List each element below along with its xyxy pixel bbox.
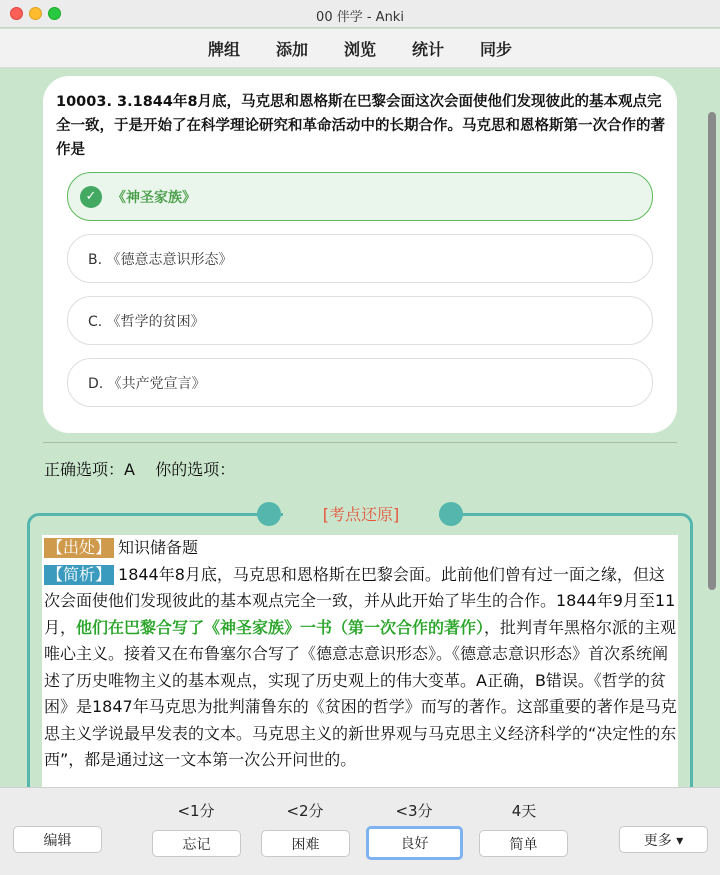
source-line — [44, 535, 678, 562]
source-text: 知识储备题 — [118, 538, 199, 557]
again-button[interactable]: 忘记 — [152, 830, 241, 857]
analysis-tag: 【简析】 — [44, 565, 114, 585]
option-a-label: 《神圣家族》 — [112, 189, 196, 206]
good-button[interactable]: 良好 — [366, 826, 463, 860]
menu-stats[interactable]: 统计 — [412, 39, 445, 59]
option-b-label: B. 《德意志意识形态》 — [88, 251, 233, 268]
question-text: 10003. 3.1844年8月底，马克思和恩格斯在巴黎会面这次会面使他们发现彼此的基本观点完全一致，于是开始了在科学理论研究和革命活动中的长期合作。马克思和恩格斯第一次合作的著作是 — [56, 94, 665, 158]
time-easy: 4天 — [511, 802, 537, 820]
menu-browse[interactable]: 浏览 — [343, 39, 376, 59]
analysis-part1: 1844年8月底，马克思和恩格斯在巴黎会面。此前他们曾有过一面之缘，但这次会面使他们发现彼此的基本观点完全一致，并从此开始了毕生的合作。1844年9月至11月， — [44, 564, 676, 637]
option-d-label: D. 《共产党宣言》 — [88, 375, 206, 392]
knowledge-content — [42, 535, 678, 787]
window-title: 00 伴学 - Anki — [316, 10, 404, 25]
top-menu — [0, 29, 720, 68]
question-card — [43, 76, 677, 433]
analysis-highlight: 他们在巴黎合写了《神圣家族》一书（第一次合作的著作） — [76, 617, 485, 637]
bottom-bar — [0, 787, 720, 875]
hard-button[interactable]: 困难 — [261, 830, 350, 857]
easy-button[interactable]: 简单 — [479, 830, 568, 857]
answer-summary: 正确选项：A 你的选项： — [44, 460, 236, 479]
menu-decks[interactable]: 牌组 — [207, 39, 240, 59]
option-d[interactable] — [67, 358, 653, 407]
option-a[interactable] — [67, 172, 653, 221]
more-button[interactable]: 更多 ▾ — [619, 826, 708, 853]
time-good: <3分 — [395, 802, 433, 820]
option-b[interactable] — [67, 234, 653, 283]
title-bar — [0, 0, 720, 28]
decor-dot-right — [439, 502, 463, 526]
knowledge-title: [考点还原] — [283, 502, 439, 528]
menu-sync[interactable]: 同步 — [480, 39, 513, 59]
decor-dot-left — [257, 502, 281, 526]
source-tag: 【出处】 — [44, 538, 114, 558]
time-hard: <2分 — [286, 802, 324, 820]
menu-add[interactable]: 添加 — [275, 39, 308, 59]
analysis-paragraph — [44, 562, 678, 774]
check-icon: ✓ — [80, 186, 102, 208]
time-again: <1分 — [177, 802, 215, 820]
analysis-part2: ，批判青年黑格尔派的主观唯心主义。接着又在布鲁塞尔合写了《德意志意识形态》。《德意志意识形态》首次系统阐述了历史唯物主义的基本观点，实现了历史观上的伟大变革。A正确，B错误。《哲学的贫困》是1847年马克思为批判蒲鲁东的《贫困的哲学》而写的著作。这部重要的著作是马克思主义学说最早发表的文本。马克思主义的新世界观与马克思主义经济科学的“决定性的东西”，都是通过这一文本第一次公开问世的。 — [44, 617, 677, 769]
option-c[interactable] — [67, 296, 653, 345]
vertical-scrollbar[interactable] — [708, 112, 716, 590]
divider — [43, 442, 677, 443]
option-c-label: C. 《哲学的贫困》 — [88, 313, 205, 330]
edit-button[interactable]: 编辑 — [13, 826, 102, 853]
